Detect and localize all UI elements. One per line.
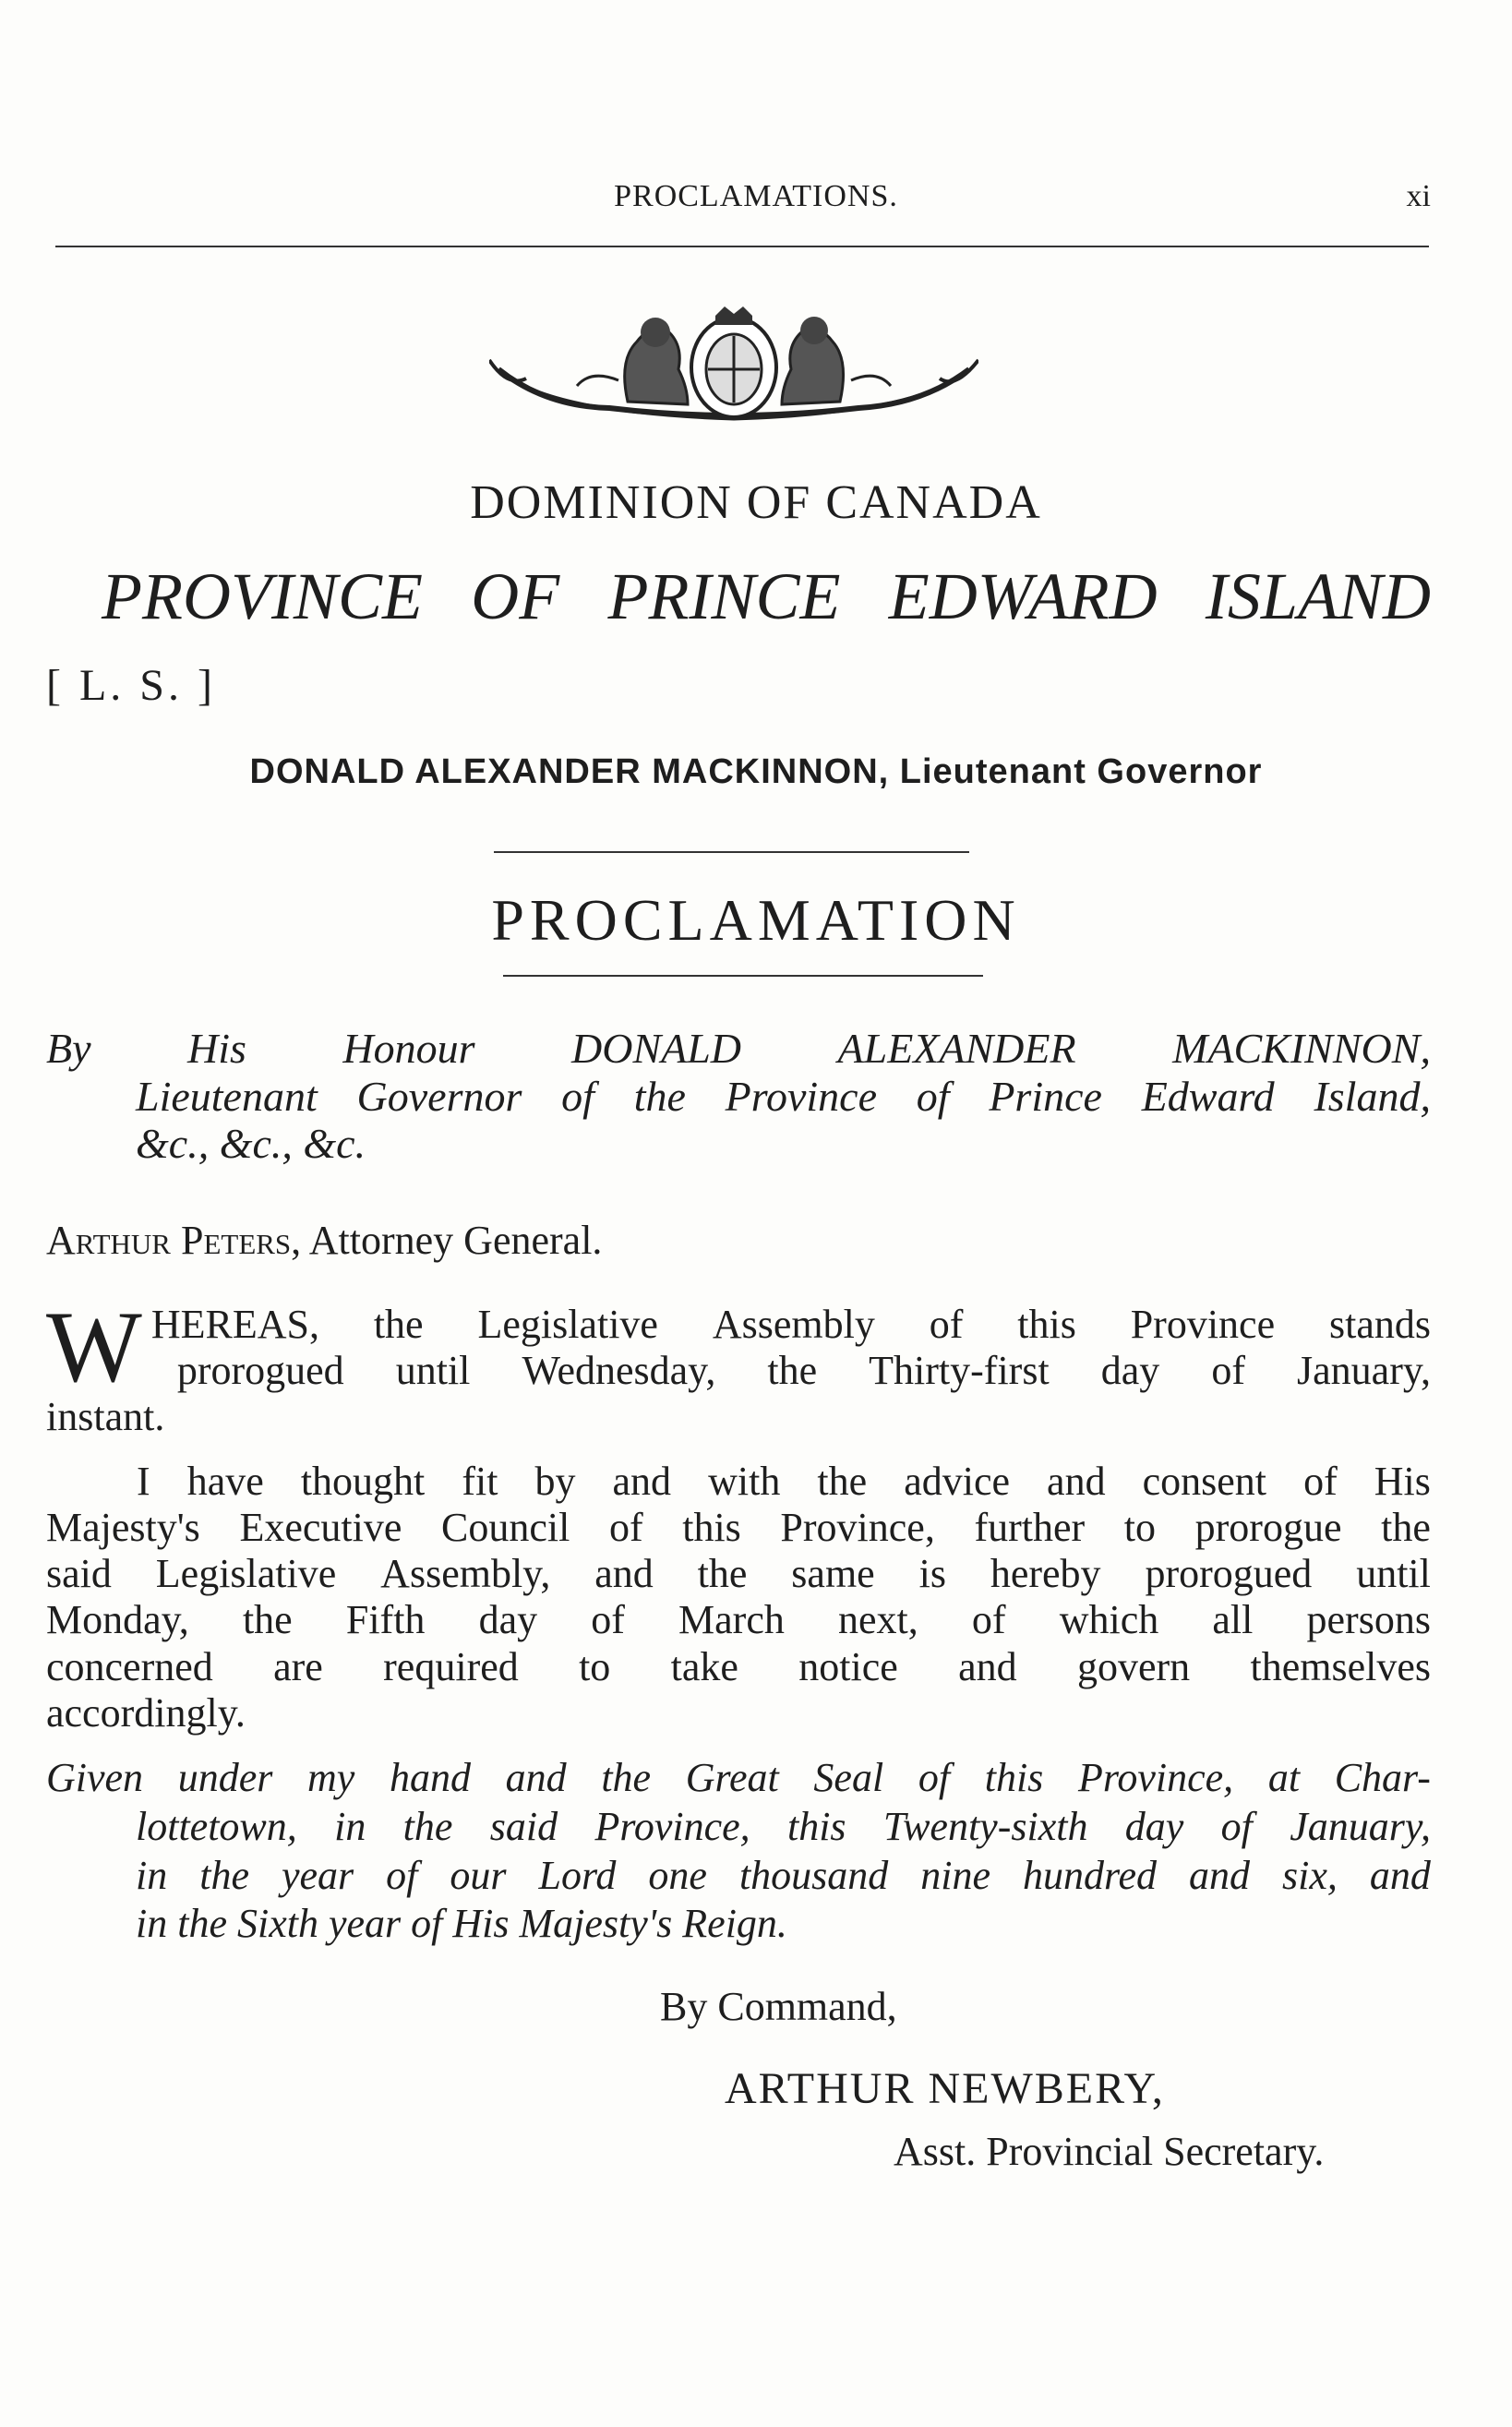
word: Char- [1334,1755,1431,1800]
byline [46,1025,1431,1168]
text-line [46,1803,1431,1852]
word: required [383,1643,519,1689]
word: prorogue [1194,1505,1342,1551]
word: Lord [538,1852,617,1898]
word: the [697,1551,748,1597]
word: year [281,1852,354,1898]
word: thousand [738,1852,889,1898]
word: Lieutenant [136,1072,318,1120]
province-heading [102,559,1431,635]
text-line: instant. [46,1394,165,1440]
word: my [307,1755,355,1800]
word: ALEXANDER [837,1025,1076,1072]
word: to [579,1643,611,1689]
word: the [373,1302,424,1347]
word: concerned [46,1643,213,1689]
attorney-line [46,1217,602,1264]
word: of [591,1597,625,1643]
word: Province, [780,1505,935,1551]
word: have [186,1459,264,1504]
word: Council [440,1505,570,1551]
divider-rule [494,851,969,853]
word: Monday, [46,1597,189,1643]
word: of [971,1597,1006,1643]
word: Legislative [155,1551,337,1597]
word: Assembly [712,1302,875,1347]
word: of [1220,1803,1253,1849]
word: this [786,1803,846,1849]
text-line [46,1644,1431,1690]
word: DONALD [571,1025,742,1072]
word: Prince [989,1072,1102,1120]
text-line [46,1505,1431,1551]
word: January, [1290,1803,1431,1849]
word: His [1374,1459,1431,1504]
attorney-name: Arthur Peters, [46,1218,302,1263]
word: are [273,1643,323,1689]
signer-title: Asst. Provincial Secretary. [894,2129,1325,2174]
word: lottetown, [136,1803,297,1849]
word: the [817,1459,868,1504]
word: in [334,1803,366,1849]
word: thought [300,1459,426,1504]
word: in [136,1852,168,1898]
text-line [46,1597,1431,1643]
header-rule [55,246,1429,247]
word: hereby [990,1551,1101,1597]
word: Seal [813,1755,884,1800]
word: all [1212,1597,1254,1643]
word: the [199,1852,249,1898]
word: His [187,1025,246,1072]
text-line [46,1690,1431,1736]
province-word: OF [471,559,560,633]
whereas-paragraph [46,1291,1431,1440]
word: day [478,1597,538,1643]
word: hundred [1023,1852,1158,1898]
word: nine [920,1852,991,1898]
word: and [505,1755,567,1800]
text-line [46,1754,1431,1803]
seal-mark: [ L. S. ] [46,661,216,710]
word: Edward [1141,1072,1275,1120]
word: Majesty's [46,1505,200,1551]
text-line [46,1551,1431,1597]
word: hand [390,1755,471,1800]
word: prorogued [1145,1551,1313,1597]
text-line [46,1900,1431,1949]
word: HEREAS, [150,1302,319,1347]
word: under [177,1755,273,1800]
word: said [46,1551,112,1597]
word: with [708,1459,781,1504]
word: of [929,1302,964,1347]
word: stands [1328,1302,1431,1347]
attorney-title: Attorney General. [308,1218,603,1263]
word: persons [1306,1597,1431,1643]
word: themselves [1250,1643,1431,1689]
given-under-paragraph [46,1754,1431,1949]
word: notice [798,1643,898,1689]
word: Great [685,1755,779,1800]
byline-line [46,1073,1431,1121]
word: Fifth [345,1597,426,1643]
word: Thirty-first [869,1348,1050,1394]
royal-coat-of-arms-icon [489,305,978,429]
page-number: xi [1406,179,1431,213]
word: MACKINNON, [1172,1025,1431,1072]
word: Governor [356,1072,522,1120]
word: of [608,1505,643,1551]
dominion-heading: DOMINION OF CANADA [470,476,1042,529]
word: at [1267,1755,1301,1800]
word: Assembly, [380,1551,551,1597]
drop-cap: W [46,1291,142,1403]
byline-line: &c., &c., &c. [136,1120,366,1168]
word: and [594,1551,654,1597]
word: six, [1282,1852,1338,1898]
word: and [1369,1852,1431,1898]
word: the [633,1072,686,1120]
word: until [395,1348,471,1394]
word: Wednesday, [522,1348,716,1394]
word: March [678,1597,785,1643]
province-word: ISLAND [1205,559,1431,633]
running-title: PROCLAMATIONS. [614,179,898,213]
word: Executive [239,1505,402,1551]
word: the [242,1597,293,1643]
word: of [918,1755,951,1800]
word: this [1017,1302,1076,1347]
word: until [1356,1551,1431,1597]
word: in the Sixth year of His Majesty's Reign. [136,1901,787,1947]
word: of [916,1072,950,1120]
text-line [151,1348,1431,1394]
word: of [561,1072,594,1120]
word: by [534,1459,576,1504]
word: same [791,1551,875,1597]
word: govern [1076,1643,1191,1689]
word: the [402,1803,453,1849]
by-command: By Command, [660,1984,897,2029]
word: of [386,1852,418,1898]
word: consent [1142,1459,1267,1504]
word: Legislative [477,1302,658,1347]
word: day [1124,1803,1184,1849]
word: accordingly. [46,1689,246,1736]
word: By [46,1025,91,1072]
word: fit [462,1459,498,1504]
word: to [1123,1505,1157,1551]
province-word: PROVINCE [102,559,423,633]
word: is [918,1551,946,1597]
word: Honour [342,1025,475,1072]
word: this [984,1755,1044,1800]
divider-rule [503,975,983,977]
province-word: EDWARD [888,559,1158,633]
word: I [137,1459,150,1504]
word: Twenty-sixth [882,1803,1088,1849]
word: further [974,1505,1086,1551]
text-line [46,1459,1431,1505]
word: one [648,1852,707,1898]
word: take [670,1643,738,1689]
word: of [1303,1459,1338,1504]
word: said [489,1803,558,1849]
word: and [1047,1459,1106,1504]
text-line [151,1302,1431,1348]
word: January, [1297,1348,1431,1394]
word: the [601,1755,652,1800]
word: next, [838,1597,918,1643]
word: of [1211,1348,1245,1394]
word: this [682,1505,741,1551]
word: Province [1130,1302,1276,1347]
word: and [612,1459,672,1504]
word: which [1059,1597,1159,1643]
word: Province [725,1072,877,1120]
proclamation-title: PROCLAMATION [491,887,1021,953]
word: prorogued [176,1348,344,1394]
word: advice [904,1459,1010,1504]
word: Island, [1314,1072,1431,1120]
word: Province, [1077,1755,1234,1800]
word: the [767,1348,818,1394]
text-line [46,1852,1431,1901]
word: Given [46,1755,144,1800]
word: the [1381,1505,1431,1551]
word: our [450,1852,507,1898]
word: Province, [594,1803,750,1849]
byline-line [46,1025,1431,1073]
word: day [1100,1348,1160,1394]
governor-line: DONALD ALEXANDER MACKINNON, Lieutenant Governor [249,752,1263,791]
signer-name: ARTHUR NEWBERY, [725,2064,1165,2113]
prorogation-paragraph [46,1459,1431,1736]
word: and [1189,1852,1251,1898]
province-word: PRINCE [607,559,841,633]
word: and [958,1643,1017,1689]
